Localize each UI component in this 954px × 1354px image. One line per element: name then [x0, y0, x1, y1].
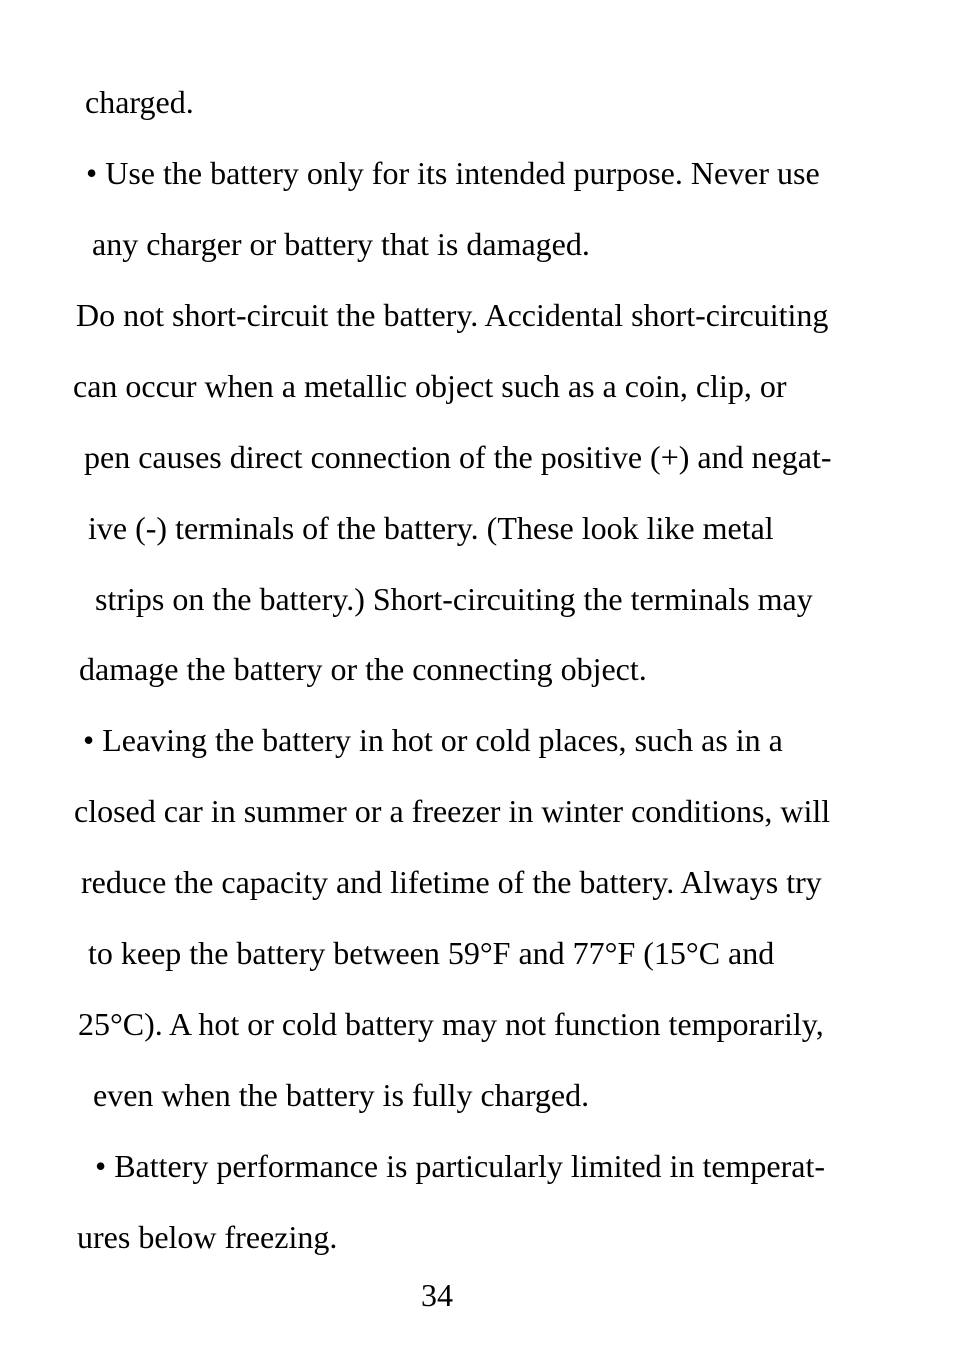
- page-number: 34: [421, 1277, 453, 1313]
- text-line: Do not short-circuit the battery. Accidental short-circuiting: [76, 297, 829, 333]
- bullet-line: • Leaving the battery in hot or cold places, such as in a: [83, 722, 783, 758]
- bullet-line: • Battery performance is particularly limited in temperat-: [95, 1148, 826, 1184]
- bullet-line: • Use the battery only for its intended purpose. Never use: [86, 155, 820, 191]
- text-line: even when the battery is fully charged.: [93, 1077, 590, 1113]
- text-line: any charger or battery that is damaged.: [92, 226, 590, 262]
- text-line: damage the battery or the connecting object.: [79, 651, 647, 687]
- text-line: ures below freezing.: [77, 1219, 338, 1255]
- text-line: closed car in summer or a freezer in winter conditions, will: [74, 793, 831, 829]
- text-line: reduce the capacity and lifetime of the battery. Always try: [81, 864, 822, 900]
- text-line: 25°C). A hot or cold battery may not function temporarily,: [78, 1006, 824, 1042]
- text-line: ive (-) terminals of the battery. (These look like metal: [88, 510, 774, 546]
- text-line: can occur when a metallic object such as a coin, clip, or: [73, 368, 787, 404]
- text-line: charged.: [85, 84, 194, 120]
- text-line: to keep the battery between 59°F and 77°F (15°C and: [88, 935, 775, 971]
- text-line: pen causes direct connection of the positive (+) and negat-: [84, 439, 832, 475]
- text-line: strips on the battery.) Short-circuiting the terminals may: [95, 581, 813, 617]
